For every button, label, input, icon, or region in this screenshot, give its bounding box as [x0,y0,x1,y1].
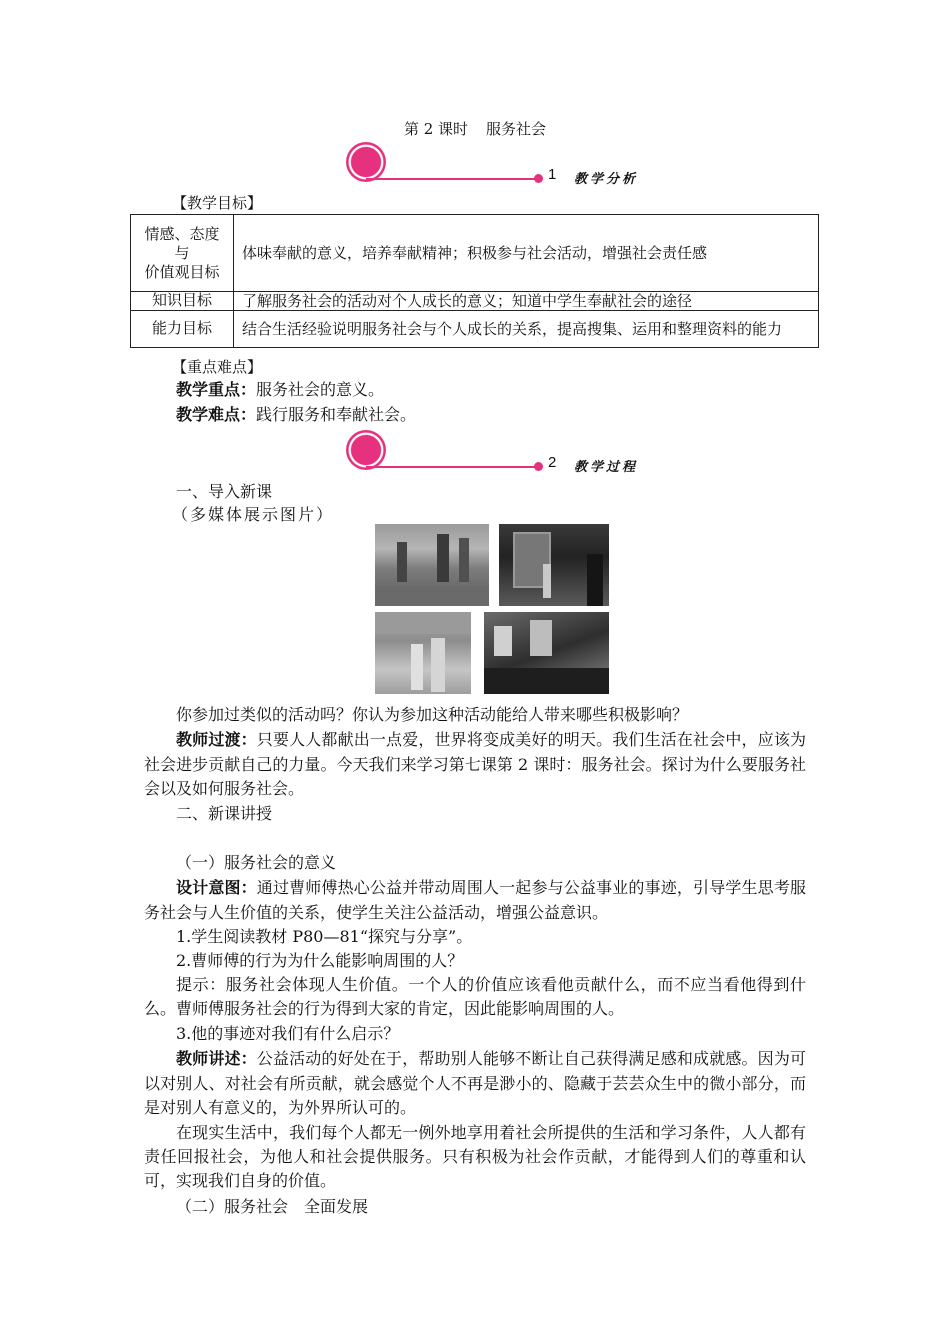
section-new-lesson: 二、新课讲授 [176,804,273,823]
keypoint-label: 教学重点： [176,382,257,399]
band-label: 教学过程 [574,460,639,475]
band-number: 1 [548,166,557,183]
step-item-3: 3.他的事迹对我们有什么启示？ [176,1024,400,1043]
step-item-1: 1.学生阅读教材 P80—81“探究与分享”。 [176,927,473,946]
keypoint-text: 服务社会的意义。 [256,380,385,399]
goal-key-ability: 能力目标 [131,311,234,348]
table-row [131,311,819,348]
section-intro: 一、导入新课 [176,482,273,501]
hint-paragraph: 提示：服务社会体现人生价值。一个人的价值应该看他贡献什么，而不应当看他得到什么。曹师傅服务社会的行为得到大家的肯定，因此能影响周围的人。 [144,975,806,1018]
reality-paragraph: 在现实生活中，我们每个人都无一例外地享用着社会所提供的生活和学习条件，人人都有责任回报社会，为他人和社会提供服务。只有积极为社会作贡献，才能得到人们的尊重和认可，实现我们自身的价值。 [144,1123,806,1190]
photo-traffic-volunteer [375,612,471,694]
intro-note: （多媒体展示图片） [172,505,335,524]
band-line [366,466,536,468]
band-number: 2 [548,454,557,471]
keypoint-difficulty [176,403,416,428]
design-label: 设计意图： [176,880,257,897]
band-line [366,178,536,180]
teacher-text: 公益活动的好处在于，帮助别人能够不断让自己获得满足感和成就感。因为可以对别人、对社会有所贡献，就会感觉个人不再是渺小的、隐藏于芸芸众生中的微小部分，而是对别人有意义的，为外界所认可的。 [144,1049,806,1117]
section-band-analysis [340,142,640,192]
photo-museum-volunteer [499,524,609,606]
lesson-topic: 服务社会 [486,120,547,138]
teacher-label: 教师讲述： [176,1051,257,1068]
band-dot-icon [534,174,543,183]
goal-key-knowledge: 知识目标 [131,292,234,311]
page-title [0,118,950,139]
band-label: 教学分析 [574,172,639,187]
photo-calligraphy-event [484,612,609,694]
band-dot-icon [534,462,543,471]
goal-key-text: 情感、态度 与 价值观目标 [144,225,220,281]
teacher-paragraph [144,1047,806,1120]
transition-label: 教师过渡： [176,732,257,749]
question-paragraph: 你参加过类似的活动吗？你认为参加这种活动能给人带来哪些积极影响？ [176,705,689,724]
band-circle-icon [346,142,386,182]
photo-tree-planting [375,524,489,606]
keypoint-label: 教学难点： [176,407,257,424]
section-band-process [340,430,640,480]
table-row [131,215,819,292]
band-circle-icon [346,430,386,470]
goals-heading: 【教学目标】 [172,194,263,212]
transition-text: 只要人人都献出一点爱，世界将变成美好的明天。我们生活在社会中，应该为社会进步贡献自己的力量。今天我们来学习第七课第 2 课时：服务社会。探讨为什么要服务社会以及如何服务社会。 [144,730,806,798]
goal-value-attitude: 体味奉献的意义，培养奉献精神；积极参与社会活动，增强社会责任感 [234,215,819,292]
goals-table [130,214,819,348]
goal-value-knowledge: 了解服务社会的活动对个人成长的意义；知道中学生奉献社会的途径 [234,292,819,311]
table-row [131,292,819,311]
goal-key-attitude [131,215,234,292]
lesson-number: 第 2 课时 [403,120,469,138]
goal-value-ability: 结合生活经验说明服务社会与个人成长的关系，提高搜集、运用和整理资料的能力 [234,311,819,348]
transition-paragraph [144,728,806,801]
keypoints-heading: 【重点难点】 [172,358,263,376]
keypoint-focus [176,378,384,403]
subsection-meaning: （一）服务社会的意义 [176,853,337,872]
step-item-2: 2.曹师傅的行为为什么能影响周围的人？ [176,951,464,970]
design-paragraph [144,876,806,925]
subsection-development: （二）服务社会 全面发展 [176,1197,369,1216]
design-text: 通过曹师傅热心公益并带动周围人一起参与公益事业的事迹，引导学生思考服务社会与人生价值的关系，使学生关注公益活动，增强公益意识。 [144,878,806,922]
keypoint-text: 践行服务和奉献社会。 [256,405,417,424]
